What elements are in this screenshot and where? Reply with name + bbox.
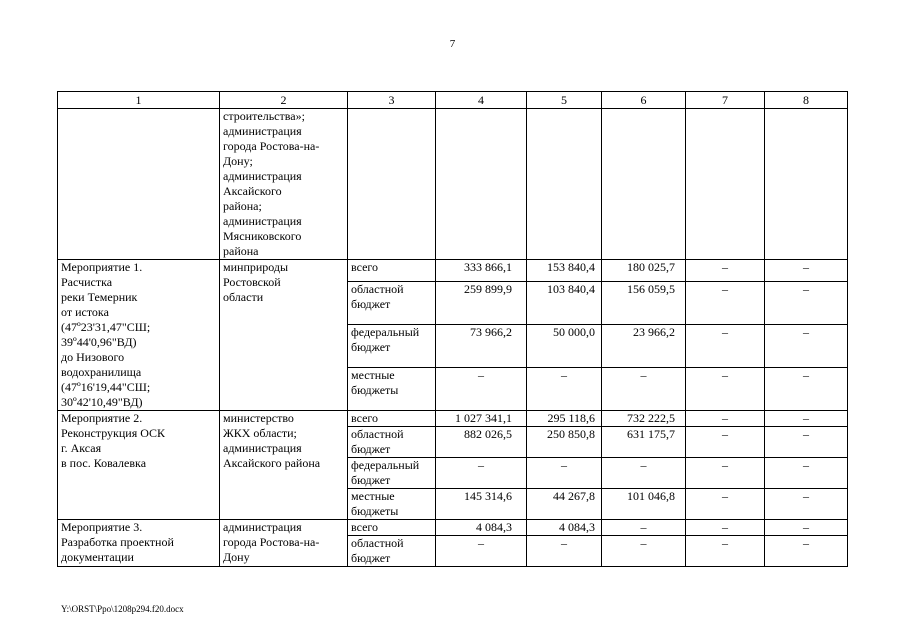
- text-line: города Ростова-на-: [223, 535, 320, 549]
- table-body: [58, 92, 848, 567]
- amount-cell: 156 059,5: [602, 282, 686, 325]
- text-line: 39º44'0,96"ВД): [61, 335, 137, 349]
- amount-cell: 103 840,4: [527, 282, 602, 325]
- amount-cell: –: [765, 536, 848, 567]
- text-line: водохранилища: [61, 365, 142, 379]
- funding-source-cell: местные бюджеты: [348, 489, 436, 520]
- amount-cell: –: [527, 536, 602, 567]
- text-line: Мясниковского: [223, 229, 302, 243]
- funding-source-cell: областной бюджет: [348, 536, 436, 567]
- text-line: Аксайского района: [223, 456, 321, 470]
- text-line: администрация: [223, 124, 302, 138]
- amount-cell: 153 840,4: [527, 260, 602, 282]
- amount-cell: 732 222,5: [602, 411, 686, 427]
- table-row: [58, 520, 848, 536]
- text-line: администрация: [223, 441, 302, 455]
- text-line: Расчистка: [61, 275, 113, 289]
- amount-cell: 259 899,9: [436, 282, 527, 325]
- text-line: (47º16'19,44"СШ;: [61, 380, 151, 394]
- funding-source-cell: местные бюджеты: [348, 368, 436, 411]
- header-cell: 8: [765, 92, 848, 109]
- amount-cell: 333 866,1: [436, 260, 527, 282]
- amount-cell: –: [436, 536, 527, 567]
- text-line: минприроды: [223, 260, 289, 274]
- header-cell: 6: [602, 92, 686, 109]
- amount-cell: –: [602, 368, 686, 411]
- text-line: администрация: [223, 520, 302, 534]
- text-line: в пос. Ковалевка: [61, 456, 147, 470]
- funding-source-cell: всего: [348, 411, 436, 427]
- text-line: Дону;: [223, 154, 253, 168]
- continuation-executor-cell: [220, 109, 348, 260]
- amount-cell: –: [527, 458, 602, 489]
- text-line: Мероприятие 3.: [61, 520, 143, 534]
- text-line: администрация: [223, 214, 302, 228]
- amount-cell: 23 966,2: [602, 325, 686, 368]
- amount-cell: –: [686, 489, 765, 520]
- amount-cell: –: [765, 368, 848, 411]
- text-line: Разработка проектной: [61, 535, 174, 549]
- funding-source-cell: федеральный бюджет: [348, 325, 436, 368]
- event-cell: [58, 260, 220, 411]
- text-line: реки Темерник: [61, 290, 138, 304]
- amount-cell: –: [686, 282, 765, 325]
- amount-cell: –: [686, 520, 765, 536]
- executor-cell: [220, 520, 348, 567]
- funding-source-cell: всего: [348, 260, 436, 282]
- amount-cell: 882 026,5: [436, 427, 527, 458]
- amount-cell: 295 118,6: [527, 411, 602, 427]
- amount-cell: –: [686, 411, 765, 427]
- amount-cell: 44 267,8: [527, 489, 602, 520]
- empty-cell: [765, 109, 848, 260]
- text-line: министерство: [223, 411, 294, 425]
- amount-cell: 4 084,3: [436, 520, 527, 536]
- budget-table: [57, 91, 848, 567]
- amount-cell: –: [765, 427, 848, 458]
- text-line: области: [223, 290, 264, 304]
- header-row: [58, 92, 848, 109]
- amount-cell: –: [686, 325, 765, 368]
- text-line: города Ростова-на-: [223, 139, 320, 153]
- empty-cell: [602, 109, 686, 260]
- empty-cell: [348, 109, 436, 260]
- text-line: Ростовской: [223, 275, 281, 289]
- amount-cell: –: [686, 536, 765, 567]
- header-cell: 3: [348, 92, 436, 109]
- amount-cell: –: [765, 411, 848, 427]
- funding-source-cell: всего: [348, 520, 436, 536]
- amount-cell: –: [602, 536, 686, 567]
- funding-source-cell: областной бюджет: [348, 427, 436, 458]
- amount-cell: –: [686, 260, 765, 282]
- amount-cell: –: [527, 368, 602, 411]
- amount-cell: –: [436, 458, 527, 489]
- text-line: ЖКХ области;: [223, 426, 297, 440]
- amount-cell: 1 027 341,1: [436, 411, 527, 427]
- amount-cell: 180 025,7: [602, 260, 686, 282]
- event-cell: [58, 520, 220, 567]
- text-line: г. Аксая: [61, 441, 102, 455]
- amount-cell: –: [765, 520, 848, 536]
- text-line: (47º23'31,47"СШ;: [61, 320, 151, 334]
- text-line: района;: [223, 199, 262, 213]
- amount-cell: 250 850,8: [527, 427, 602, 458]
- amount-cell: –: [765, 458, 848, 489]
- text-line: района: [223, 244, 259, 258]
- funding-source-cell: областной бюджет: [348, 282, 436, 325]
- amount-cell: –: [686, 427, 765, 458]
- text-line: до Низового: [61, 350, 125, 364]
- text-line: 30º42'10,49"ВД): [61, 395, 143, 409]
- table-row: [58, 260, 848, 282]
- amount-cell: 73 966,2: [436, 325, 527, 368]
- event-cell: [58, 411, 220, 520]
- text-line: Реконструкция ОСК: [61, 426, 166, 440]
- text-line: документации: [61, 550, 134, 564]
- header-cell: 2: [220, 92, 348, 109]
- continuation-row: [58, 109, 848, 260]
- header-cell: 5: [527, 92, 602, 109]
- table-row: [58, 411, 848, 427]
- amount-cell: –: [436, 368, 527, 411]
- footer-file-path: Y:\ORST\Ppo\1208p294.f20.docx: [61, 604, 184, 614]
- executor-cell: [220, 411, 348, 520]
- text-line: Дону: [223, 550, 250, 564]
- amount-cell: –: [686, 368, 765, 411]
- amount-cell: 101 046,8: [602, 489, 686, 520]
- amount-cell: –: [765, 260, 848, 282]
- text-line: от истока: [61, 305, 109, 319]
- amount-cell: 4 084,3: [527, 520, 602, 536]
- amount-cell: –: [765, 282, 848, 325]
- funding-source-cell: федеральный бюджет: [348, 458, 436, 489]
- amount-cell: –: [686, 458, 765, 489]
- amount-cell: –: [765, 325, 848, 368]
- empty-cell: [686, 109, 765, 260]
- header-cell: 4: [436, 92, 527, 109]
- header-cell: 7: [686, 92, 765, 109]
- executor-cell: [220, 260, 348, 411]
- header-cell: 1: [58, 92, 220, 109]
- amount-cell: 50 000,0: [527, 325, 602, 368]
- text-line: Аксайского: [223, 184, 282, 198]
- amount-cell: –: [602, 520, 686, 536]
- amount-cell: –: [765, 489, 848, 520]
- page-number: 7: [449, 38, 456, 50]
- continuation-event-cell: [58, 109, 220, 260]
- amount-cell: 631 175,7: [602, 427, 686, 458]
- empty-cell: [527, 109, 602, 260]
- amount-cell: 145 314,6: [436, 489, 527, 520]
- text-line: Мероприятие 1.: [61, 260, 143, 274]
- empty-cell: [436, 109, 527, 260]
- amount-cell: –: [602, 458, 686, 489]
- text-line: строительства»;: [223, 109, 305, 123]
- text-line: администрация: [223, 169, 302, 183]
- text-line: Мероприятие 2.: [61, 411, 143, 425]
